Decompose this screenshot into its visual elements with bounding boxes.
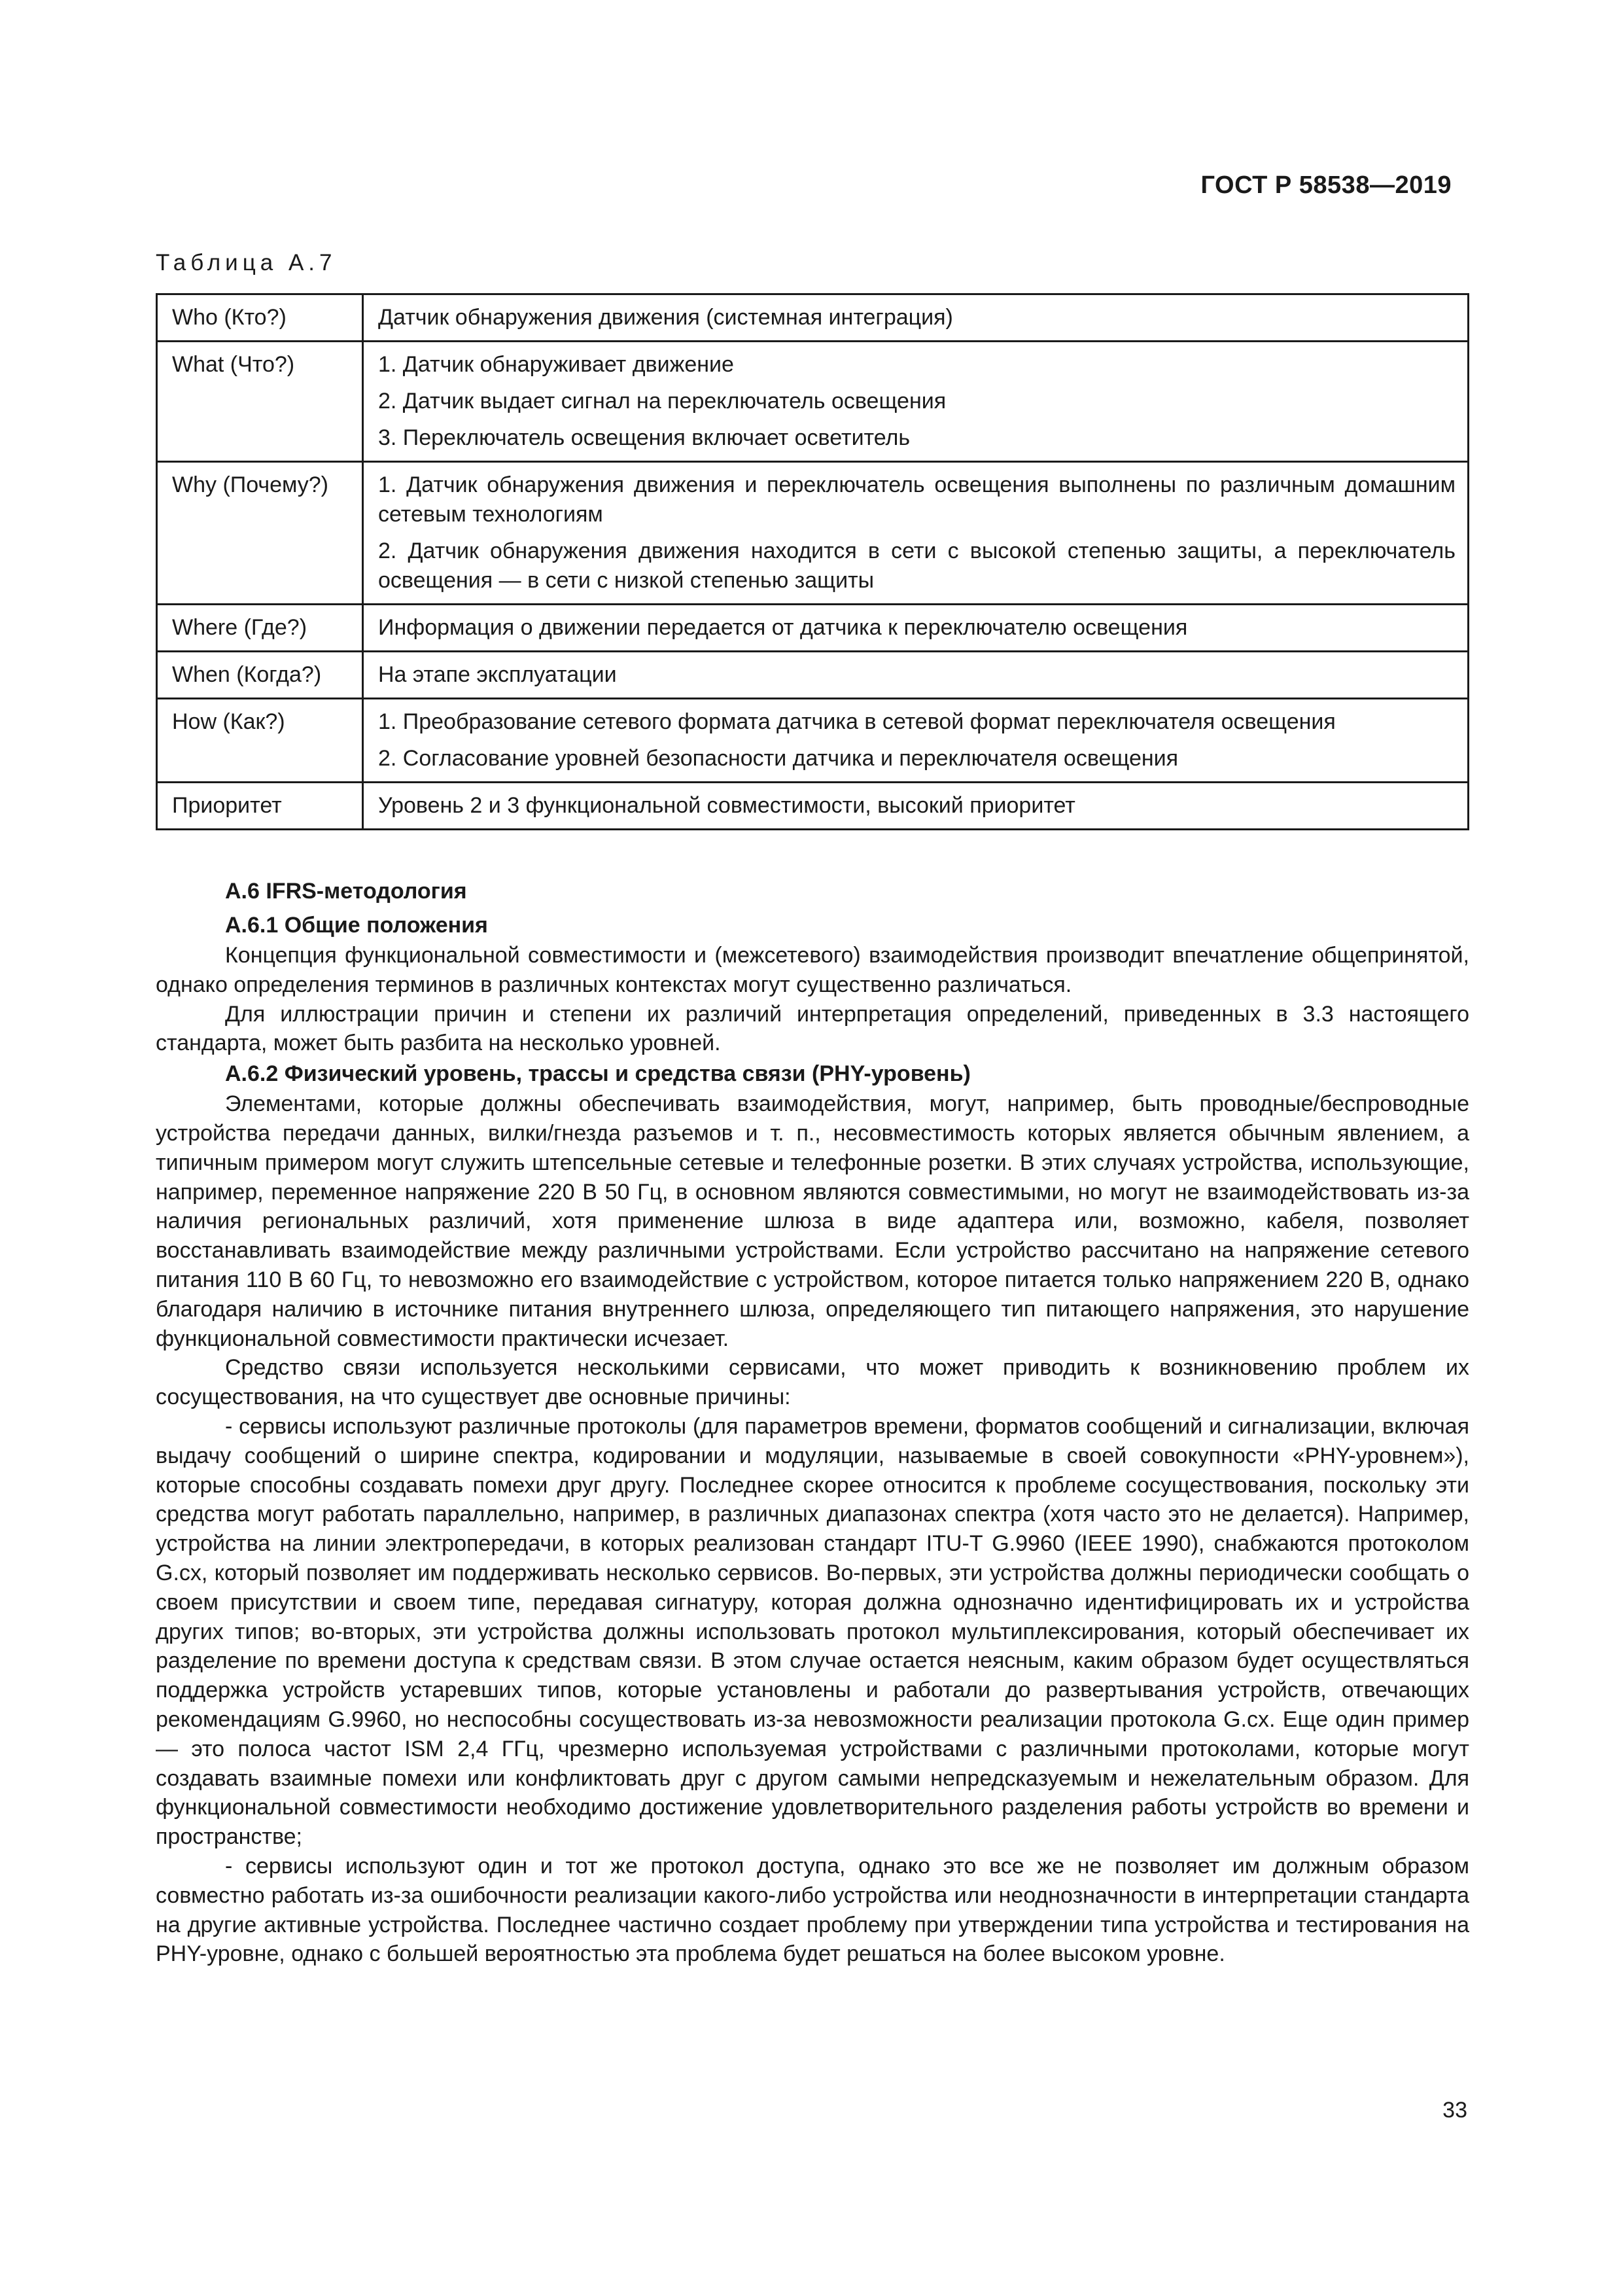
- section-heading-a6: А.6 IFRS-методология: [225, 879, 467, 904]
- paragraph: Концепция функциональной совместимости и (межсетевого) взаимодействия производит впечатление общепринятой, однако определения терминов в различных контекстах могут существенно различаться.: [156, 943, 1469, 997]
- row-key: Why (Почему?): [157, 462, 363, 605]
- row-value-line: 1. Преобразование сетевого формата датчика в сетевой формат переключателя освещения: [378, 709, 1336, 734]
- row-key: What (Что?): [157, 342, 363, 462]
- row-value-line: 1. Датчик обнаружения движения и переключатель освещения выполнены по различным домашним сетевым технологиям: [378, 472, 1456, 527]
- row-key: How (Как?): [157, 699, 363, 783]
- table-row: [157, 342, 1469, 462]
- page-number: 33: [1442, 2098, 1467, 2123]
- row-value-line: Информация о движении передается от датчика к переключателю освещения: [378, 615, 1188, 640]
- paragraph: Средство связи используется несколькими сервисами, что может приводить к возникновению проблем их сосуществования, на что существует две основные причины:: [156, 1355, 1469, 1410]
- row-value-line: 2. Датчик обнаружения движения находится в сети с высокой степенью защиты, а переключатель освещения — в сети с низкой степенью защиты: [378, 539, 1456, 593]
- table-row: [157, 294, 1469, 342]
- body-text: [156, 875, 1469, 1969]
- list-item: - сервисы используют различные протоколы (для параметров времени, форматов сообщений и сигнализации, включая выдачу сообщений о ширине спектра, кодировании и модуляции, называемые в своей совокупности «PHY-уровнем»), которые способны создавать помехи друг другу. Последнее скорее относится к проблеме сосуществования, поскольку эти средства могут работать параллельно, например, в различных диапазонах спектра (хотя часто это не делается). Например, устройства на линии электропередачи, в которых реализован стандарт ITU-T G.9960 (IEEE 1990), снабжаются протоколом G.cx, который позволяет им поддерживать несколько сервисов. Во-первых, эти устройства должны периодически сообщать о своем присутствии и своем типе, передавая сигнатуру, которая должна однозначно идентифицировать их и устройства других типов; во-вторых, эти устройства должны использовать протокол мультиплексирования, который обеспечивает их разделение по времени доступа к средствам связи. В этом случае остается неясным, каким образом будет осуществляться поддержка устройств устаревших типов, которые установлены и работали до развертывания устройств, отвечающих рекомендациям G.9960, но неспособны сосуществовать из-за невозможности реализации протокола G.cx. Еще один пример — это полоса частот ISM 2,4 ГГц, чрезмерно используемая устройствами с различными протоколами, которые могут создавать взаимные помехи или конфликтовать друг с другом самыми непредсказуемым и нежелательным образом. Для функциональной совместимости необходимо достижение удовлетворительного разделения работы устройств во времени и пространстве;: [156, 1413, 1469, 1850]
- row-value: [363, 605, 1469, 652]
- row-value-line: Датчик обнаружения движения (системная интеграция): [378, 305, 953, 330]
- row-value: [363, 699, 1469, 783]
- requirements-table: [156, 293, 1469, 830]
- row-value-line: 2. Согласование уровней безопасности датчика и переключателя освещения: [378, 746, 1179, 771]
- table-row: [157, 699, 1469, 783]
- row-value-line: Уровень 2 и 3 функциональной совместимости, высокий приоритет: [378, 793, 1075, 818]
- table-caption: Таблица А.7: [156, 250, 337, 275]
- row-value-line: 3. Переключатель освещения включает осветитель: [378, 425, 911, 450]
- row-key: Who (Кто?): [157, 294, 363, 342]
- row-value: [363, 783, 1469, 830]
- row-value: [363, 294, 1469, 342]
- document-number: ГОСТ Р 58538—2019: [1200, 171, 1452, 199]
- paragraph: Элементами, которые должны обеспечивать взаимодействия, могут, например, быть проводные/беспроводные устройства передачи данных, вилки/гнезда разъемов и т. п., несовместимость которых является обычным явлением, а типичным примером могут служить штепсельные сетевые и телефонные розетки. В этих случаях устройства, использующие, например, переменное напряжение 220 В 50 Гц, в основном являются совместимыми, но могут не взаимодействовать из-за наличия региональных различий, хотя применение шлюза в виде адаптера или, возможно, кабеля, позволяет восстанавливать взаимодействие между различными устройствами. Если устройство рассчитано на напряжение сетевого питания 110 В 60 Гц, то невозможно его взаимодействие с устройством, которое питается только напряжением 220 В, однако благодаря наличию в источнике питания внутреннего шлюза, определяющего тип питающего напряжения, это нарушение функциональной совместимости практически исчезает.: [156, 1091, 1469, 1351]
- table-row: [157, 462, 1469, 605]
- row-key: Приоритет: [157, 783, 363, 830]
- table-row: [157, 605, 1469, 652]
- section-heading-a61: А.6.1 Общие положения: [225, 913, 488, 938]
- row-value-line: На этапе эксплуатации: [378, 662, 617, 687]
- row-key: When (Когда?): [157, 652, 363, 699]
- list-item: - сервисы используют один и тот же протокол доступа, однако это все же не позволяет им должным образом совместно работать из-за ошибочности реализации какого-либо устройства или неоднозначности в интерпретации стандарта на другие активные устройства. Последнее частично создает проблему при утверждении типа устройства и тестирования на PHY-уровне, однако с большей вероятностью эта проблема будет решаться на более высоком уровне.: [156, 1853, 1469, 1967]
- row-value: [363, 652, 1469, 699]
- table-row: [157, 652, 1469, 699]
- row-value-line: 2. Датчик выдает сигнал на переключатель освещения: [378, 389, 947, 414]
- row-value: [363, 342, 1469, 462]
- table-row: [157, 783, 1469, 830]
- paragraph: Для иллюстрации причин и степени их различий интерпретация определений, приведенных в 3.3 настоящего стандарта, может быть разбита на несколько уровней.: [156, 1001, 1469, 1056]
- section-heading-a62: А.6.2 Физический уровень, трассы и средства связи (PHY-уровень): [225, 1061, 971, 1087]
- row-key: Where (Где?): [157, 605, 363, 652]
- row-value: [363, 462, 1469, 605]
- row-value-line: 1. Датчик обнаруживает движение: [378, 352, 734, 377]
